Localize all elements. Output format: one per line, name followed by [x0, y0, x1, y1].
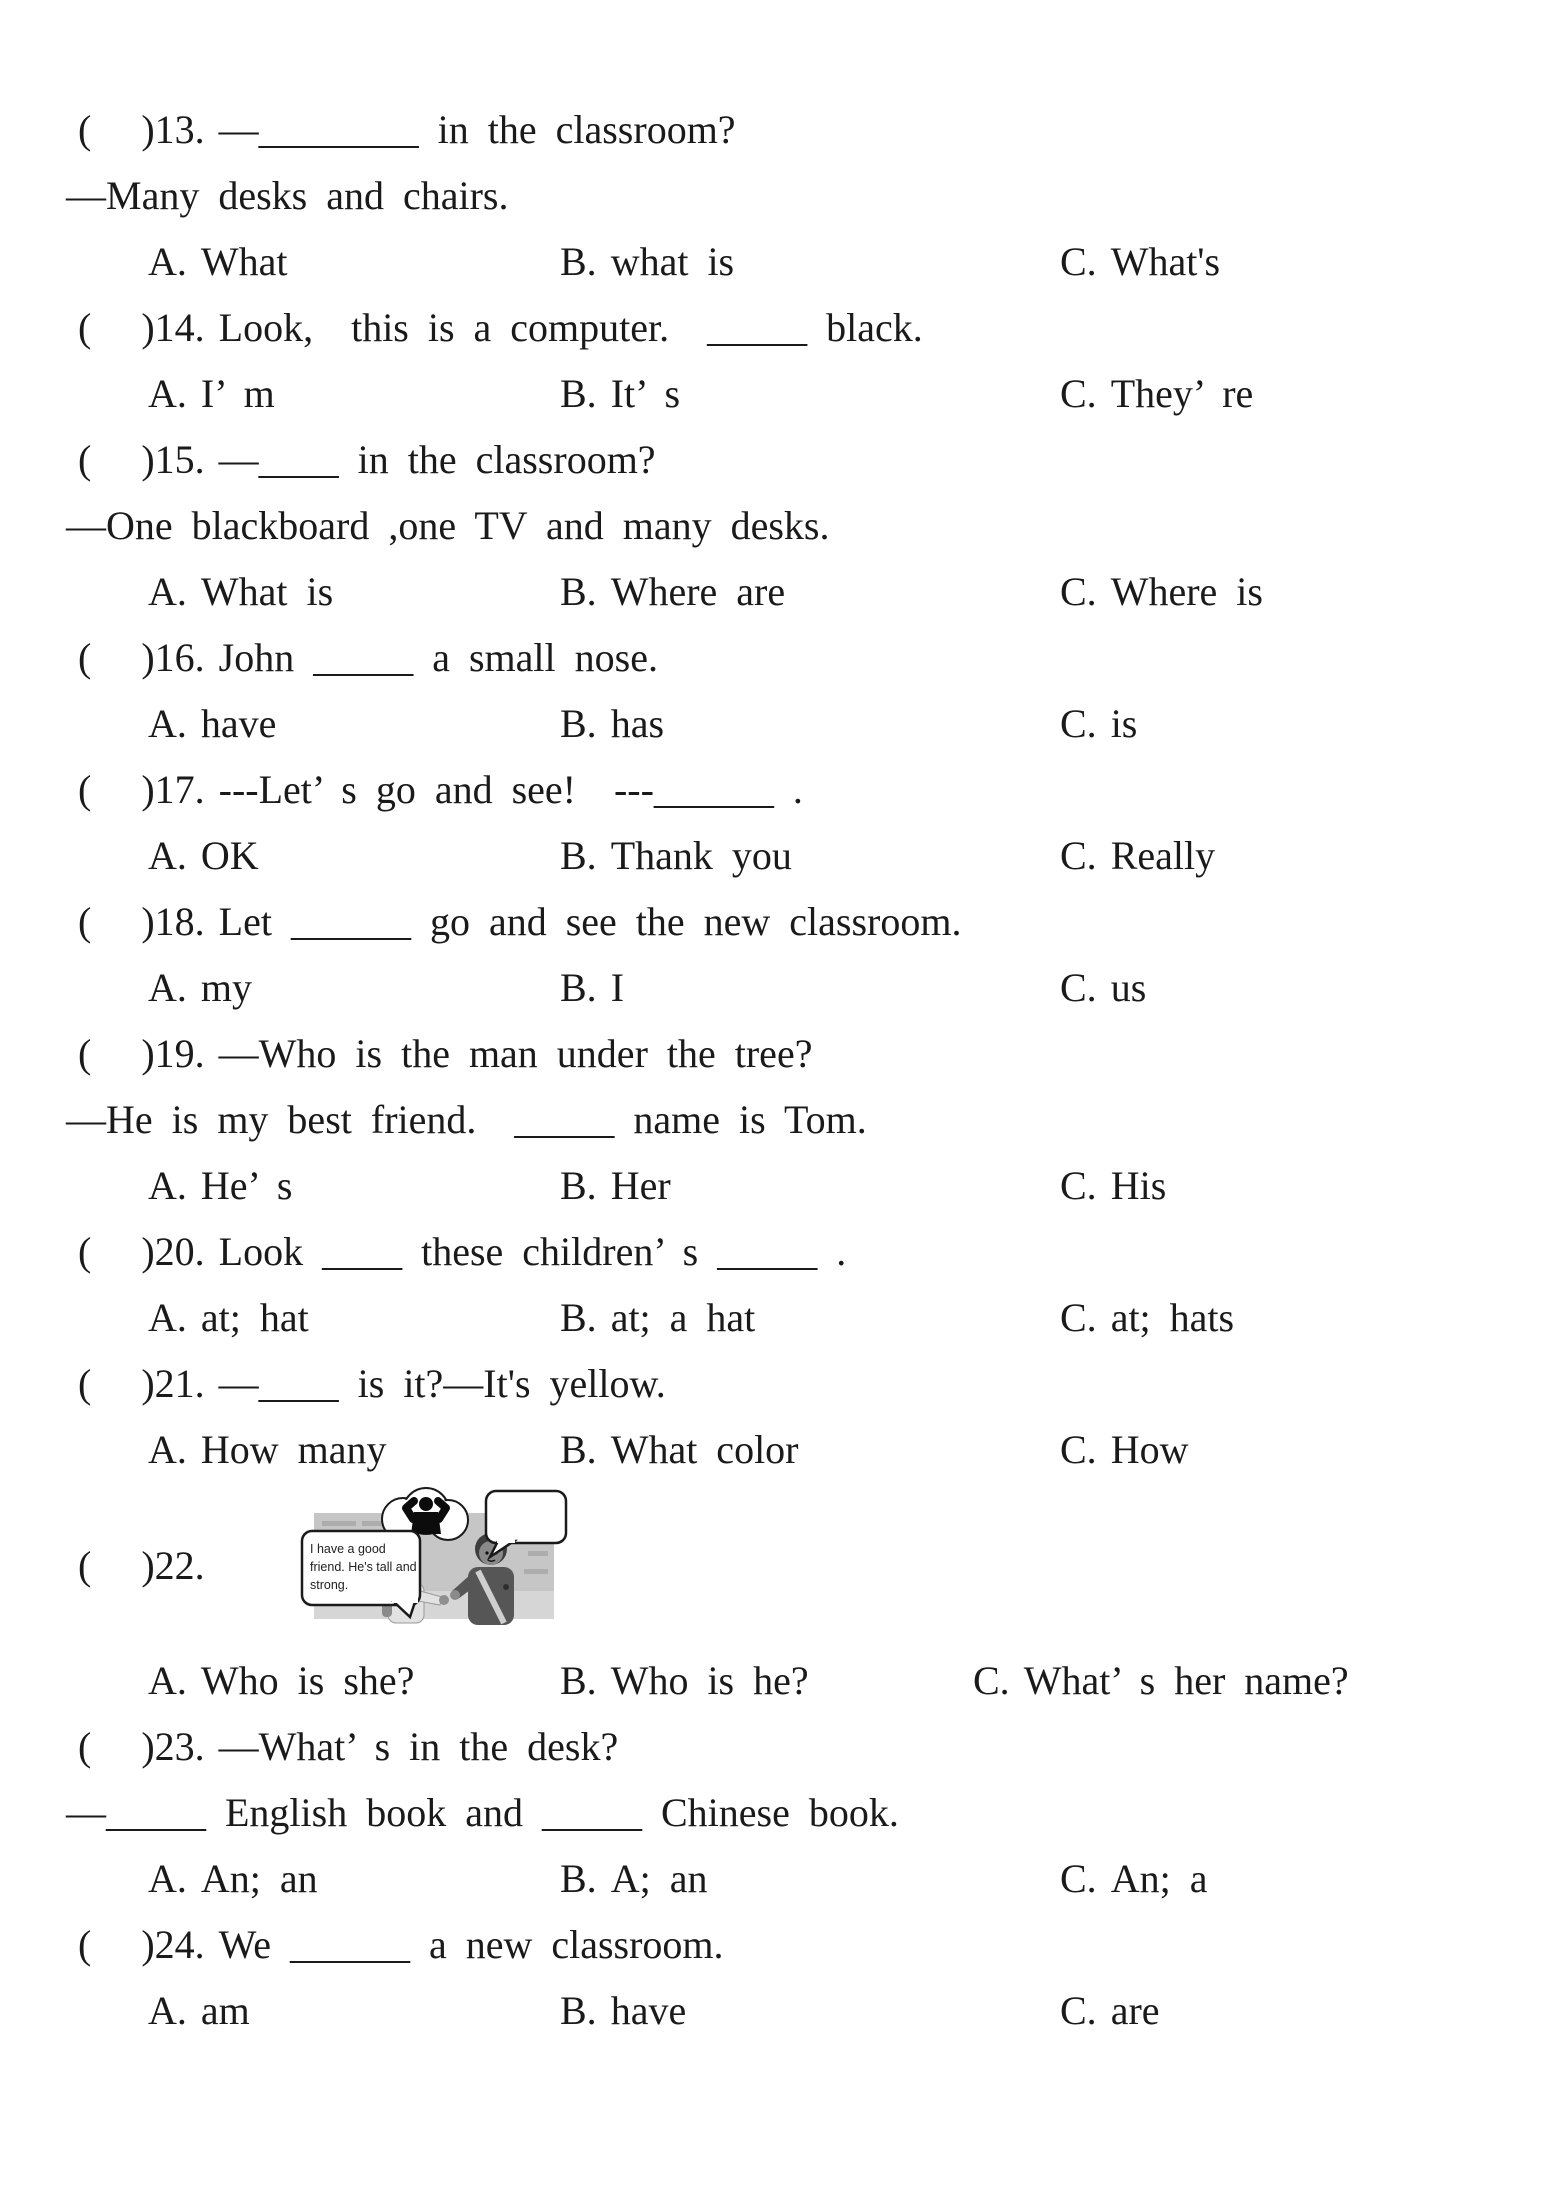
option-b — [560, 1153, 671, 1219]
option-b — [560, 1285, 755, 1351]
option-label: C. — [1060, 965, 1097, 1010]
question-text: Look ____ these children’ s _____ . — [218, 1229, 847, 1274]
option-text: is — [1110, 701, 1138, 746]
option-label: B. — [560, 1163, 597, 1208]
option-text: I — [610, 965, 625, 1010]
option-label: B. — [560, 833, 597, 878]
option-label: A. — [148, 965, 187, 1010]
question-number: ( )24. — [78, 1922, 205, 1967]
question-row — [0, 97, 1560, 163]
option-c — [1060, 823, 1215, 889]
option-label: B. — [560, 1427, 597, 1472]
option-label: B. — [560, 701, 597, 746]
strong-man-silhouette-icon — [406, 1497, 446, 1534]
question-number: ( )20. — [78, 1229, 205, 1274]
question-text: —________ in the classroom? — [218, 107, 736, 152]
option-label: C. — [1060, 1427, 1097, 1472]
option-text: Who is she? — [200, 1658, 415, 1703]
options-row — [0, 1153, 1560, 1219]
option-c — [1060, 361, 1253, 427]
option-text: What’ s her name? — [1023, 1658, 1349, 1703]
option-text: Her — [610, 1163, 671, 1208]
option-c — [1060, 1285, 1234, 1351]
option-text: have — [200, 701, 277, 746]
speech-bubble-line-3: strong. — [310, 1578, 349, 1592]
option-b — [560, 691, 664, 757]
option-text: at; hat — [200, 1295, 309, 1340]
option-label: C. — [1060, 1988, 1097, 2033]
option-c — [1060, 1978, 1160, 2044]
option-text: What — [200, 239, 288, 284]
option-text: are — [1110, 1988, 1160, 2033]
question-continuation-row — [0, 493, 1560, 559]
option-label: A. — [148, 1658, 187, 1703]
option-a — [148, 559, 333, 625]
option-label: B. — [560, 371, 597, 416]
question-text: —____ in the classroom? — [218, 437, 656, 482]
option-label: C. — [1060, 371, 1097, 416]
option-c — [1060, 559, 1263, 625]
option-text: us — [1110, 965, 1147, 1010]
question-number: ( )13. — [78, 107, 205, 152]
option-text: Really — [1110, 833, 1216, 878]
option-label: A. — [148, 1427, 187, 1472]
options-row — [0, 229, 1560, 295]
option-a — [148, 1648, 414, 1714]
option-label: A. — [148, 1295, 187, 1340]
option-label: C. — [973, 1658, 1010, 1703]
options-row — [0, 361, 1560, 427]
option-text: What's — [1110, 239, 1221, 284]
question-number: ( )15. — [78, 437, 205, 482]
options-row — [0, 1846, 1560, 1912]
option-label: B. — [560, 1856, 597, 1901]
option-label: C. — [1060, 1295, 1097, 1340]
option-label: A. — [148, 1988, 187, 2033]
question-row — [0, 1912, 1560, 1978]
option-text: Where is — [1110, 569, 1263, 614]
option-a — [148, 1285, 309, 1351]
question-text: ---Let’ s go and see! ---______ . — [218, 767, 803, 812]
option-label: B. — [560, 1988, 597, 2033]
option-label: A. — [148, 833, 187, 878]
question-text: —____ is it?—It's yellow. — [218, 1361, 666, 1406]
question-number: ( )14. — [78, 305, 205, 350]
options-row — [0, 1285, 1560, 1351]
option-text: what is — [610, 239, 735, 284]
question-number: ( )16. — [78, 635, 205, 680]
question-text: —What’ s in the desk? — [218, 1724, 619, 1769]
option-c — [973, 1648, 1349, 1714]
options-row — [0, 1978, 1560, 2044]
question-text: —Many desks and chairs. — [66, 173, 509, 218]
option-text: at; hats — [1110, 1295, 1235, 1340]
option-text: at; a hat — [610, 1295, 756, 1340]
question-row — [0, 757, 1560, 823]
option-text: Where are — [610, 569, 786, 614]
options-row — [0, 559, 1560, 625]
option-label: C. — [1060, 569, 1097, 614]
question-row — [0, 1351, 1560, 1417]
question-row — [0, 427, 1560, 493]
question-text: John _____ a small nose. — [218, 635, 658, 680]
option-a — [148, 1846, 318, 1912]
question-row — [0, 1714, 1560, 1780]
option-label: B. — [560, 1658, 597, 1703]
question-row — [0, 295, 1560, 361]
option-b — [560, 1978, 686, 2044]
question-22-illustration — [300, 1487, 570, 1645]
option-text: my — [200, 965, 253, 1010]
question-text: —He is my best friend. _____ name is Tom. — [66, 1097, 867, 1142]
question-text: —Who is the man under the tree? — [218, 1031, 813, 1076]
option-a — [148, 1417, 387, 1483]
options-row — [0, 823, 1560, 889]
question-row — [0, 1021, 1560, 1087]
option-text: am — [200, 1988, 250, 2033]
option-a — [148, 823, 259, 889]
option-text: have — [610, 1988, 687, 2033]
option-b — [560, 1648, 809, 1714]
option-label: A. — [148, 569, 187, 614]
option-a — [148, 1978, 250, 2044]
option-text: OK — [200, 833, 259, 878]
option-c — [1060, 229, 1220, 295]
option-text: What is — [200, 569, 334, 614]
question-row — [0, 1219, 1560, 1285]
option-c — [1060, 955, 1146, 1021]
options-row — [0, 1417, 1560, 1483]
option-label: B. — [560, 965, 597, 1010]
option-c — [1060, 1846, 1207, 1912]
option-text: What color — [610, 1427, 799, 1472]
option-text: How — [1110, 1427, 1189, 1472]
question-number: ( )19. — [78, 1031, 205, 1076]
option-text: He’ s — [200, 1163, 293, 1208]
option-b — [560, 955, 624, 1021]
question-continuation-row — [0, 1780, 1560, 1846]
option-label: C. — [1060, 701, 1097, 746]
question-number: ( )18. — [78, 899, 205, 944]
question-continuation-row — [0, 1087, 1560, 1153]
question-number: ( )17. — [78, 767, 205, 812]
option-b — [560, 823, 792, 889]
question-number: ( )22. — [78, 1543, 205, 1588]
option-label: B. — [560, 1295, 597, 1340]
option-text: has — [610, 701, 665, 746]
option-text: His — [1110, 1163, 1167, 1208]
option-a — [148, 1153, 292, 1219]
option-c — [1060, 1417, 1188, 1483]
option-label: C. — [1060, 1856, 1097, 1901]
option-text: Thank you — [610, 833, 792, 878]
option-b — [560, 559, 785, 625]
option-c — [1060, 1153, 1166, 1219]
option-label: C. — [1060, 1163, 1097, 1208]
question-number: ( )23. — [78, 1724, 205, 1769]
speech-bubble — [302, 1531, 420, 1617]
option-b — [560, 1846, 707, 1912]
option-text: A; an — [610, 1856, 708, 1901]
option-b — [560, 1417, 799, 1483]
question-text: Look, this is a computer. _____ black. — [218, 305, 923, 350]
option-text: I’ m — [200, 371, 275, 416]
option-label: C. — [1060, 833, 1097, 878]
option-b — [560, 361, 680, 427]
question-text: Let ______ go and see the new classroom. — [218, 899, 962, 944]
option-text: An; an — [200, 1856, 318, 1901]
option-a — [148, 955, 252, 1021]
option-a — [148, 691, 276, 757]
question-number: ( )21. — [78, 1361, 205, 1406]
option-label: C. — [1060, 239, 1097, 284]
option-text: It’ s — [610, 371, 681, 416]
option-b — [560, 229, 734, 295]
option-label: A. — [148, 1163, 187, 1208]
question-row — [0, 1483, 1560, 1648]
question-text: —One blackboard ,one TV and many desks. — [66, 503, 830, 548]
question-text: We ______ a new classroom. — [218, 1922, 724, 1967]
option-label: A. — [148, 371, 187, 416]
option-label: B. — [560, 239, 597, 284]
option-text: An; a — [1110, 1856, 1208, 1901]
option-text: How many — [200, 1427, 387, 1472]
option-text: Who is he? — [610, 1658, 809, 1703]
question-row — [0, 889, 1560, 955]
question-continuation-row — [0, 163, 1560, 229]
option-c — [1060, 691, 1137, 757]
options-row — [0, 1648, 1560, 1714]
option-text: They’ re — [1110, 371, 1254, 416]
option-a — [148, 361, 275, 427]
option-label: A. — [148, 1856, 187, 1901]
option-label: B. — [560, 569, 597, 614]
speech-bubble-line-2: friend. He's tall and — [310, 1560, 417, 1574]
question-row — [0, 625, 1560, 691]
question-text: —_____ English book and _____ Chinese book. — [66, 1790, 899, 1835]
options-row — [0, 691, 1560, 757]
option-label: A. — [148, 701, 187, 746]
option-label: A. — [148, 239, 187, 284]
speech-bubble-line-1: I have a good — [310, 1542, 386, 1556]
option-a — [148, 229, 288, 295]
options-row — [0, 955, 1560, 1021]
